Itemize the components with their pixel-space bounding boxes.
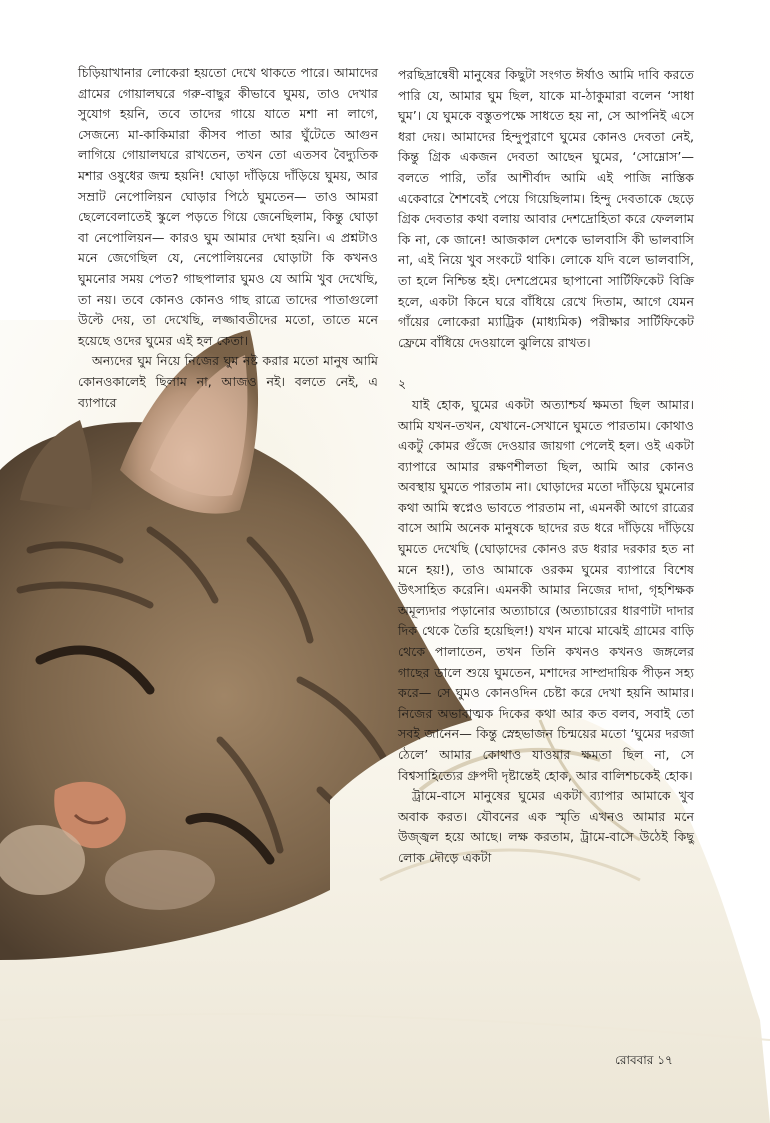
right-para-3: ট্রামে-বাসে মানুষের ঘুমের একটা ব্যাপার আমাকে খুব অবাক করত। যৌবনের এক স্মৃতি এখনও আমার মনে উজ্জ্বল হয়ে আছে। লক্ষ করতাম, ট্রামে-বাসে উঠেই কিছু লোক দৌড়ে একটা	[398, 788, 694, 865]
left-para-1: চিড়িয়াখানার লোকেরা হয়তো দেখে থাকতে পারে। আমাদের গ্রামের গোয়ালঘরে গরু-বাছুর কীভাবে ঘুময়, তাও দেখার সুযোগ হয়নি, তবে তাদের গায়ে যাতে মশা না লাগে, সেজন্যে মা-কাকিমারা কীসব পাতা আর ঘুঁটেতে আগুন লাগিয়ে গোয়ালঘরে রাখতেন, তখন তো এতসব বৈদ্যুতিক মশার ওষুধের জন্ম হয়নি! ঘোড়া দাঁড়িয়ে দাঁড়িয়ে ঘুময়, আর সম্রাট নেপোলিয়ন ঘোড়ার পিঠে ঘুমতেন— তাও আমরা ছেলেবেলাতেই স্কুলে পড়তে গিয়ে জেনেছিলাম, কিন্তু ঘোড়া বা নেপোলিয়ন— কারও ঘুম আমার দেখা হয়নি। এ প্রশ্নটাও মনে জেগেছিল যে, নেপোলিয়নের ঘোড়াটা কি কখনও ঘুমনোর সময় পেত? গাছপালার ঘুমও যে আমি খুব দেখেছি, তা নয়। তবে কোনও কোনও গাছ রাত্রে তাদের পাতাগুলো উল্টে দেয়, তা দেখেছি, লজ্জাবতীদের মতো, তাতে মনে হয়েছে ওদের ঘুমের এই হল কেতা।	[78, 65, 378, 348]
left-para-2: অন্যদের ঘুম নিয়ে নিজের ঘুম নষ্ট করার মতো মানুষ আমি কোনওকালেই ছিলাম না, আজও নই। বলতে নেই, এ ব্যাপারে	[78, 353, 378, 410]
right-column	[398, 65, 694, 869]
section-2	[398, 374, 694, 868]
page-folio: রোববার ১৭	[615, 1053, 673, 1067]
section-number: ২	[398, 376, 407, 392]
right-para-1: পরছিদ্রান্বেষী মানুষের কিছুটা সংগত ঈর্ষাও আমি দাবি করতে পারি যে, আমার ঘুম ছিল, যাকে মা-ঠাকুমারা বলেন ‘সাধা ঘুম’। যে ঘুমকে বস্তুতপক্ষে সাধতে হয় না, সে আপনিই এসে ধরা দেয়। আমাদের হিন্দুপুরাণে ঘুমের কোনও দেবতা নেই, কিন্তু গ্রিক একজন দেবতা আছেন ঘুমের, ‘সোম্নোস’— বলতে পারি, তাঁর আশীর্বাদ আমি এই পাজি নাস্তিক একেবারে শৈশবেই পেয়ে গিয়েছিলাম। হিন্দু দেবতাকে ছেড়ে গ্রিক দেবতার কথা বলায় আবার দেশদ্রোহিতা করে ফেললাম কি না, কে জানে! আজকাল দেশকে ভালবাসি কী ভালবাসি না, এই নিয়ে খুব সংকটে থাকি। লোকে যদি বলে ভালবাসি, তা হলে নিশ্চিন্ত হই। দেশপ্রেমের ছাপানো সার্টিফিকেট বিক্রি হলে, একটা কিনে ঘরে বাঁধিয়ে রেখে দিতাম, আগে যেমন গাঁয়ের লোকেরা ম্যাট্রিক (মাধ্যমিক) পরীক্ষার সার্টিফিকেট ফ্রেমে বাঁধিয়ে দেওয়ালে ঝুলিয়ে রাখত।	[398, 67, 694, 350]
right-para-2: যাই হোক, ঘুমের একটা অত্যাশ্চর্য ক্ষমতা ছিল আমার। আমি যখন-তখন, যেখানে-সেখানে ঘুমতে পারতাম। কোথাও একটু কোমর গুঁজে দেওয়ার জায়গা পেলেই হল। ওই একটা ব্যাপারে আমার রক্ষণশীলতা ছিল, আমি আর কোনও অবস্থায় ঘুমতে পারতাম না। ঘোড়াদের মতো দাঁড়িয়ে ঘুমনোর কথা আমি স্বপ্নেও ভাবতে পারতাম না, এমনকী আগে রাত্রের বাসে আমি অনেক মানুষকে ছাদের রড ধরে দাঁড়িয়ে দাঁড়িয়ে ঘুমতে দেখেছি (ঘোড়াদের কোনও রড ধরার দরকার হত না মনে হয়!), তাও আমাকে ওরকম ঘুমের ব্যাপারে বিশেষ উৎসাহিত করেনি। এমনকী আমার নিজের দাদা, গৃহশিক্ষক অমূল্যদার পড়ানোর অত্যাচারে (অত্যাচারের ধারণাটা দাদার দিক থেকে তৈরি হয়েছিল!) যখন মাঝে মাঝেই গ্রামের বাড়ি থেকে পালাতেন, তখন তিনি কখনও কখনও জঙ্গলের গাছের ডালে শুয়ে ঘুমতেন, মশাদের সাম্প্রদায়িক পীড়ন সহ্য করে— সে ঘুমও কোনওদিন চেষ্টা করে দেখা হয়নি আমার। নিজের অভাবাত্মক দিকের কথা আর কত বলব, সবাই তো সবই জানেন— কিন্তু স্নেহভাজন চিন্ময়ের মতো ‘ঘুমের দরজা ঠেলে’ আমার কোথাও যাওয়ার ক্ষমতা ছিল না, সে বিশ্বসাহিত্যের গ্রুপদী দৃষ্টান্তেই হোক, আর বালিশচকেই হোক।	[398, 396, 694, 783]
left-column	[78, 63, 378, 413]
